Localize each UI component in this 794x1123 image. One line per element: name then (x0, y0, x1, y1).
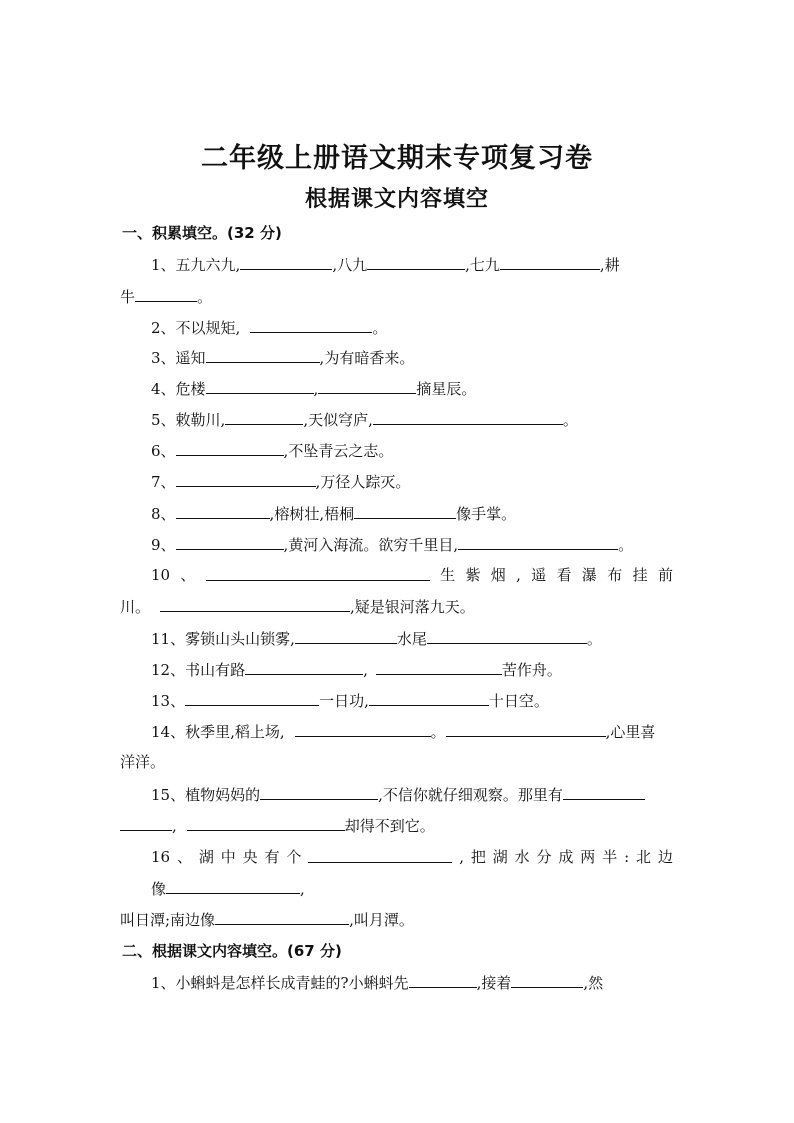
question-text: 摘星辰。 (416, 380, 477, 398)
question-char: 湖 (492, 848, 508, 866)
question-text: 8、 (151, 505, 176, 523)
question-10 (151, 565, 673, 585)
question-char: 中 (220, 848, 236, 866)
answer-blank[interactable] (176, 471, 316, 487)
question-text: 。 (618, 536, 634, 554)
answer-blank[interactable] (176, 503, 270, 519)
question-text: 14、秋季里,稻上场, (151, 723, 285, 741)
section-heading-2: 二、根据课文内容填空。(67 分) (122, 942, 342, 960)
answer-blank[interactable] (120, 815, 172, 831)
question-text: 却得不到它。 (344, 817, 435, 835)
question-char: 个 (286, 848, 302, 866)
answer-blank[interactable] (446, 721, 606, 737)
question-text: 6、 (151, 442, 176, 460)
question-char: 把 (470, 848, 486, 866)
question-text: 川。 (120, 598, 151, 616)
question-text: ,黄河入海流。欲穷千里目, (283, 536, 459, 554)
question-text: 苦作舟。 (501, 661, 562, 679)
question-13 (151, 690, 549, 711)
question-char: 10 (151, 566, 171, 584)
question-char: 央 (242, 848, 258, 866)
answer-blank[interactable] (206, 378, 314, 394)
question-char: 挂 (632, 566, 648, 584)
question-char: 紫 (465, 566, 481, 584)
question-char: : (624, 848, 630, 866)
answer-blank[interactable] (250, 317, 372, 333)
question-char: 布 (607, 566, 623, 584)
answer-blank[interactable] (373, 409, 563, 425)
question-9 (151, 534, 633, 555)
question-text: 像 (151, 880, 167, 898)
question-char: 看 (556, 566, 572, 584)
question-14-cont (120, 752, 165, 772)
question-text: 9、 (151, 536, 176, 554)
answer-blank[interactable] (160, 596, 350, 612)
question-char: 分 (536, 848, 552, 866)
answer-blank[interactable] (354, 503, 456, 519)
question-char: 生 (440, 566, 456, 584)
question-text: 15、植物妈妈的 (151, 786, 261, 804)
answer-blank[interactable] (187, 815, 345, 831)
question-text: 13、 (151, 692, 186, 710)
question-text: 十日空。 (488, 692, 549, 710)
question-char: 有 (264, 848, 280, 866)
question-8 (151, 503, 516, 524)
question-6 (151, 440, 393, 461)
answer-blank[interactable] (427, 628, 587, 644)
question-text: 像手掌。 (456, 505, 517, 523)
question-text: ,七九 (465, 256, 500, 274)
question-14 (151, 721, 655, 742)
question-char: 半 (602, 848, 618, 866)
question-text: 一日功, (319, 692, 369, 710)
question-char: 水 (514, 848, 530, 866)
question-4 (151, 378, 476, 399)
question-text: 2、不以规矩, (151, 319, 241, 337)
answer-blank[interactable] (409, 972, 477, 988)
question-text: 。 (372, 319, 388, 337)
question-text: ,不信你就仔细观察。那里有 (378, 786, 563, 804)
question-text: , (313, 380, 319, 398)
answer-blank[interactable] (225, 409, 303, 425)
answer-blank[interactable] (176, 534, 284, 550)
question-text: ,疑是银河落九天。 (350, 598, 475, 616)
question-text: ,不坠青云之志。 (283, 442, 394, 460)
answer-blank[interactable] (166, 878, 300, 894)
question-10-cont (120, 596, 475, 617)
question-char: 瀑 (581, 566, 597, 584)
question-text: ,为有暗香来。 (319, 349, 415, 367)
question-text: 1、五九六九, (151, 256, 241, 274)
question-text: 1、小蝌蚪是怎样长成青蛙的?小蝌蚪先 (151, 974, 409, 992)
answer-blank[interactable] (318, 378, 416, 394)
answer-blank[interactable] (563, 784, 645, 800)
question-text: , (300, 880, 305, 898)
answer-blank[interactable] (206, 565, 430, 581)
question-text: , (172, 817, 177, 835)
question-text: , (363, 661, 368, 679)
question-text: ,然 (583, 974, 604, 992)
question-char: 边 (657, 848, 673, 866)
answer-blank[interactable] (295, 721, 431, 737)
question-text: 。 (562, 411, 578, 429)
question-text: ,榕树壮,梧桐 (269, 505, 355, 523)
question-text: 7、 (151, 473, 176, 491)
question-text: 洋洋。 (120, 753, 166, 771)
question-text: 。 (197, 288, 213, 306)
question-text: 。 (430, 723, 446, 741)
question-16-cont (151, 878, 305, 899)
section2-question-1 (151, 972, 603, 993)
question-char: 遥 (531, 566, 547, 584)
question-text: ,叫月潭。 (349, 911, 414, 929)
question-text: 4、危楼 (151, 380, 206, 398)
document-subtitle: 根据课文内容填空 (304, 187, 489, 212)
question-char: 成 (558, 848, 574, 866)
question-text: ,接着 (476, 974, 512, 992)
answer-blank[interactable] (260, 784, 378, 800)
answer-blank[interactable] (295, 628, 397, 644)
question-text: 5、敕勒川, (151, 411, 226, 429)
question-char: , (516, 566, 521, 584)
answer-blank[interactable] (369, 690, 489, 706)
answer-blank[interactable] (458, 534, 618, 550)
answer-blank[interactable] (367, 254, 465, 270)
question-text: 水尾 (396, 630, 427, 648)
question-text: ,天似穹庐, (303, 411, 373, 429)
question-char: 湖 (198, 848, 214, 866)
question-1-cont (120, 286, 212, 307)
section-heading-1: 一、积累填空。(32 分) (122, 224, 282, 242)
question-char: 、 (180, 566, 196, 584)
answer-blank[interactable] (206, 347, 320, 363)
question-3 (151, 347, 414, 368)
question-char: 前 (657, 566, 673, 584)
question-15 (151, 784, 645, 805)
question-text: 11、雾锁山头山锁雾, (151, 630, 295, 648)
answer-blank[interactable] (240, 254, 332, 270)
question-16 (151, 847, 673, 867)
question-16-cont-2 (120, 909, 414, 930)
question-char: 、 (176, 848, 192, 866)
question-text: 。 (586, 630, 602, 648)
question-text: 12、书山有路 (151, 661, 246, 679)
question-text: 3、遥知 (151, 349, 206, 367)
question-char: 16 (151, 848, 171, 866)
question-text: 牛 (120, 288, 136, 306)
question-char: 北 (636, 848, 652, 866)
answer-blank[interactable] (245, 659, 363, 675)
question-text: ,耕 (599, 256, 620, 274)
answer-blank[interactable] (376, 659, 502, 675)
question-text: 叫日潭;南边像 (120, 911, 216, 929)
answer-blank[interactable] (308, 847, 452, 863)
question-12 (151, 659, 562, 680)
question-15-cont (120, 815, 435, 836)
question-7 (151, 471, 410, 492)
answer-blank[interactable] (176, 440, 284, 456)
answer-blank[interactable] (215, 909, 349, 925)
answer-blank[interactable] (135, 286, 197, 302)
question-char: 烟 (490, 566, 506, 584)
question-char: 两 (580, 848, 596, 866)
question-2 (151, 317, 387, 338)
question-5 (151, 409, 578, 430)
document-title: 二年级上册语文期末专项复习卷 (201, 143, 593, 174)
question-text: ,心里喜 (605, 723, 656, 741)
question-text: ,万径人踪灭。 (315, 473, 411, 491)
question-char: , (459, 848, 464, 866)
answer-blank[interactable] (511, 972, 583, 988)
answer-blank[interactable] (500, 254, 600, 270)
question-1 (151, 254, 620, 275)
answer-blank[interactable] (185, 690, 319, 706)
question-text: ,八九 (332, 256, 368, 274)
question-11 (151, 628, 602, 649)
